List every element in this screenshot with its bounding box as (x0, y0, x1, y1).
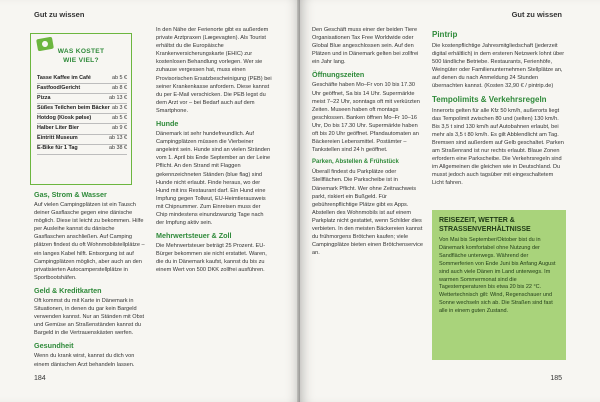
cost-label: Eintritt Museum (37, 135, 78, 142)
cost-item (37, 74, 127, 84)
cost-value: ab 5 € (112, 74, 127, 81)
text-hunde: Dänemark ist sehr hundefreundlich. Auf Campingplätzen müssen die Vierbeiner angeleint sein. Hunde sind an vielen Stränden vom 1. April bis Ende September an der Leine Pflicht. An den Strand mit Flaggen gekennzeichneten Ständen (blue flag) sind Hunde nicht erlaubt. Finde heraus, wo der Hund mit ins Restaurant darf. Ein Hund eine Impfung gegen Tollwut, EU-Heimtierausweis mit Chipnummer. Zum Einreisen muss der Chip mindestens einundzwanzig Tage nach der Impfung aktiv sein. (156, 131, 271, 227)
text-pintrip: Die kostenpflichtige Jahresmitgliedschaft (jederzeit digital erhältlich) in dem ersteren Netzwerk lohnt über 500 ländliche Betriebe. Restaurants, Ferienhöfe, Weingüter oder Familienunternehmen Stellplätze an, auf denen du nach Anmeldung 24 Stunden übernachten kannst. (Kosten 32,90 € / pintrip.de) (432, 43, 565, 90)
heading-gesundheit: Gesundheit (34, 341, 74, 351)
heading-mwst: Mehrwertsteuer & Zoll (156, 231, 232, 241)
right-column-1 (312, 26, 424, 360)
page-number-right: 185 (550, 375, 562, 382)
right-column-2 (432, 26, 566, 206)
travel-box-title: REISEZEIT, WETTER & STRASSENVERHÄLTNISSE (439, 217, 531, 233)
cost-box-title-line1: WAS KOSTET (57, 48, 105, 55)
cost-item (37, 135, 127, 145)
heading-oeffnungszeiten: Öffnungszeiten (312, 70, 365, 80)
cost-item (37, 124, 127, 134)
cost-value: ab 8 € (112, 84, 127, 91)
cost-value: ab 3 € (112, 104, 127, 111)
cost-label: Tasse Kaffee im Café (37, 74, 91, 81)
cost-label: Pizza (37, 94, 51, 101)
cost-value: ab 13 € (109, 135, 127, 142)
cost-item (37, 84, 127, 94)
travel-box-text: Von Mai bis September/Oktober bist du in Dänemark komfortabel ohne Nutzung der Sandfläche unterwegs. Während der Sommerferien von Ende Juni bis Anfang August sind auch viele Dänen im Land unterwegs. Im warmen Sommermonat sind die Tagestemperaturen bis etwa 20 bis 22 °C. Wettertechnisch gilt: Wind, Regenschauer und Sonne wechseln sich ab. Die Straßen sind fast alle in einem guten Zustand. (439, 237, 556, 315)
cost-box-title-line2: WIE VIEL? (63, 56, 99, 64)
text-mwst: Die Mehrwertsteuer beträgt 25 Prozent. EU-Bürger bekommen sie nicht erstattet. Waren, die du in Dänemark kaufst, kannst du bis zu einem Wert von 500 DKK zollfrei ausführen. (156, 243, 267, 274)
cost-label: Halber Liter Bier (37, 125, 79, 132)
text-parken: Überall findest du Parkplätze oder Stellflächen. Die Parkscheibe ist in Dänemark Pflicht. Wer ohne Zeitnachweis parkt, riskiert ein Bußgeld. Für gebührenpflichtige Plätze gibt es Apps. Abstellen des Wohnmobils ist auf einem Parkplatz nicht gestattet, wenn Schilder dies verbieten. In den meisten Bäckereien kannst du frühmorgens Brötchen kaufen; viele Campingplätze bieten einen Brötchenservice an. (312, 169, 424, 257)
cost-item (37, 94, 127, 104)
cost-info-box (30, 33, 132, 185)
text-tempolimits: Innerorts gelten für alle Kfz 50 km/h, außerorts liegt das Tempolimit zwischen 80 und (selten) 130 km/h. Bis 3,5 t sind 130 km/h auf Autobahnen erlaubt, bei mehr als 3,5 t 80 km/h. Es gilt Abblendlicht am Tag. Bremsen sind außerdem auf Gelb geschaltet. Parken am Straßenrand ist nur rechts erlaubt. Blaue Zonen erfordern eine Parkscheibe. Die Verkehrsregeln sind im Allgemeinen die gleichen wie in Deutschland. Du musst jedoch auch tagsüber mit eingeschaltetem Licht fahren. (432, 107, 564, 187)
heading-pintrip: Pintrip (432, 30, 458, 39)
left-column-2 (156, 26, 272, 360)
left-column-1 (34, 186, 146, 368)
heading-tempolimits: Tempolimits & Verkehrsregeln (432, 94, 547, 104)
cost-item (37, 104, 127, 114)
text-oeffnungszeiten: Geschäfte haben Mo–Fr von 10 bis 17.30 Uhr geöffnet, Sa bis 14 Uhr. Supermärkte meist 7–22 Uhr, sonntags oft mit verkürzten Zeiten. Museen haben oft montags geschlossen. Banken öffnen Mo–Fr 10–16 Uhr, Do bis 17.30 Uhr. Supermärkte haben oft bis 20 Uhr geöffnet. Pfandautomaten an Bäckereien Lebensmittel. Postämter – Tankstellen sind 24 h geöffnet. (312, 82, 420, 154)
cost-label: Fastfood/Gericht (37, 84, 81, 91)
travel-season-box (432, 210, 566, 360)
text-gesundheit: Wenn du krank wirst, kannst du dich von einem dänischen Arzt behandeln lassen. (34, 353, 135, 368)
cost-list (37, 74, 127, 155)
cost-value: ab 5 € (112, 114, 127, 121)
running-head-left: Gut zu wissen (34, 10, 85, 19)
cost-label: Süßes Teilchen beim Bäcker (37, 104, 110, 111)
page-number-left: 184 (34, 375, 46, 382)
text-gas: Auf vielen Campingplätzen ist ein Tausch deiner Gasflasche gegen eine dänische möglich. Diese ist leicht zu bekommen. Hilfe per Ausleihe kannst du dänische Gasflaschen anschließen. Auf Camping plätzen findest du oft Wohnmobilstellplätze – ein langes Kabel hilft. Entsorgung ist auf Campingplätzen möglich, aber auch an den privatisierten Autocamperstellplätze in Sportbootshäfen. (34, 202, 145, 281)
cost-value: ab 13 € (109, 94, 127, 101)
running-head-right: Gut zu wissen (511, 10, 562, 19)
heading-parken: Parken, Abstellen & Frühstück (312, 159, 399, 166)
text-geld: Oft kommst du mit Karte in Dänemark in Situationen, in denen du gar kein Bargeld verwenden kannst. Nur an Ständen mit Obst und Gemüse an Straßenständen kannst du Bargeld in die Vertrauenskästen werfen. (34, 297, 145, 337)
cost-item (37, 114, 127, 124)
heading-gas: Gas, Strom & Wasser (34, 190, 107, 199)
text-arzt: In den Nähe der Ferienorte gibt es außerdem private Arztpraxen (Lægevagten). Als Tourist erhältst du die Europäische Krankenversicherungskarte (EHIC) zur kostenlosen Behandlung vorlegen. Wer sie zuhause vergessen hat, muss einen Provisorischen Ersatzbescheinigung (PEB) bei seiner Krankenkasse anfordern. Diese kannst du per E-Mail verschicken. Die PEB legst du dem Arzt vor – bei Bedarf auch auf dem Smartphone. (156, 27, 272, 114)
heading-geld: Geld & Kreditkarten (34, 285, 102, 295)
cost-value: ab 38 € (109, 145, 127, 152)
cost-box-title (31, 48, 131, 65)
cost-item (37, 145, 127, 155)
cost-label: E-Bike für 1 Tag (37, 145, 78, 152)
cost-label: Hotdog (Kiosk pølse) (37, 114, 92, 121)
cost-value: ab 9 € (112, 125, 127, 132)
heading-hunde: Hunde (156, 119, 179, 129)
text-taxfree: Den Geschäft muss einer der beiden Tiere Organisationen Tax Free Worldwide oder Global Blue angeschlossen sein. Auf den Plätzen und in Dänemark gelten bei zollfrei ein Jahr lang. (312, 27, 419, 66)
